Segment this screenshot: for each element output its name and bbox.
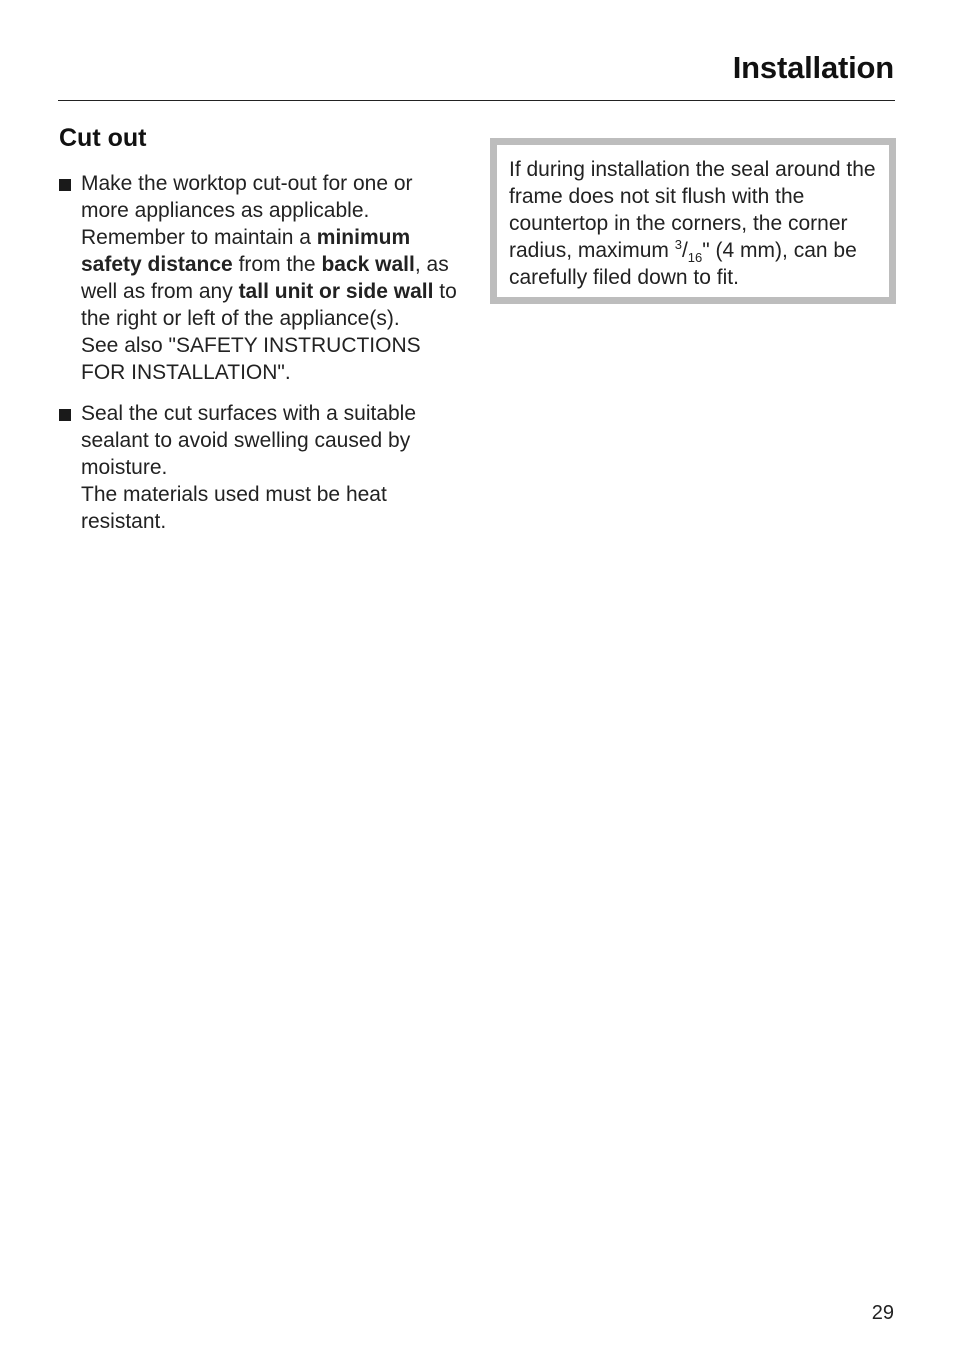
fraction-slash: / [681, 239, 688, 262]
bullet-text: to the right or left of the appliance(s). [81, 280, 457, 330]
fraction-denominator: 16 [687, 250, 703, 266]
fraction-numerator: 3 [674, 237, 682, 252]
square-bullet-icon [59, 409, 71, 421]
see-also-text: See also "SAFETY INSTRUCTIONS FOR INSTALLATION". [81, 334, 421, 384]
bullet-text: from the [232, 253, 322, 276]
bold-text: back wall [321, 253, 415, 276]
square-bullet-icon [59, 179, 71, 191]
bold-text: tall unit or side wall [238, 280, 434, 303]
page-title: Installation [732, 50, 894, 85]
note-box [490, 138, 896, 304]
list-item [58, 170, 458, 386]
instruction-list [58, 170, 458, 535]
note-text-part: " (4 mm), can be carefully filed down to fit. [509, 239, 857, 289]
page-number: 29 [871, 1302, 894, 1324]
bullet-text: Make the worktop cut-out for one or more appliances as applicable. Remember to maintain a [81, 172, 413, 249]
header-divider [58, 100, 895, 101]
note-text [509, 156, 883, 291]
bullet-text: , as well as from any [81, 253, 449, 303]
bullet-text: Seal the cut surfaces with a suitable sealant to avoid swelling caused by moisture. [81, 402, 417, 479]
list-item [58, 400, 458, 535]
bullet-text: The materials used must be heat resistant. [81, 483, 387, 533]
bold-text: minimum safety distance [81, 226, 411, 276]
note-text-part: If during installation the seal around the frame does not sit flush with the countertop in the corners, the corner radius, maximum [509, 158, 876, 262]
section-title: Cut out [59, 124, 147, 152]
